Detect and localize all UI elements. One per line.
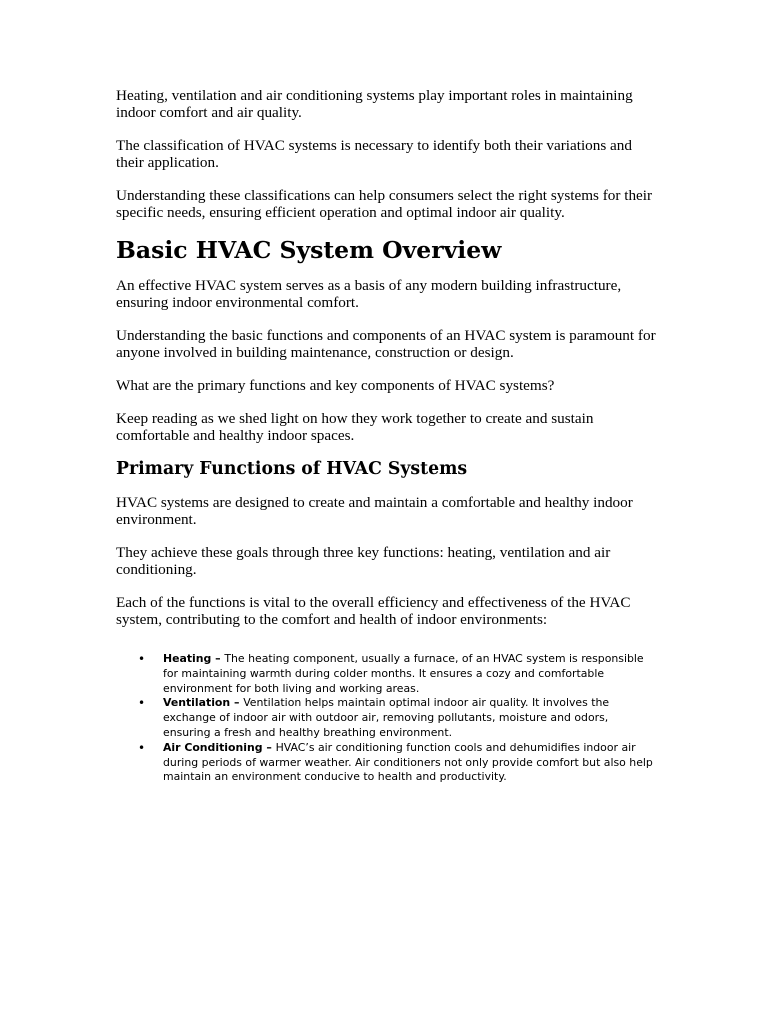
section-heading-primary-functions: Primary Functions of HVAC Systems <box>116 459 468 479</box>
bullet-icon: • <box>138 696 146 711</box>
section-heading-overview: Basic HVAC System Overview <box>116 236 502 264</box>
bullet-icon: • <box>138 652 146 666</box>
bullet-icon: • <box>138 740 146 755</box>
functions-bullet-list <box>116 652 656 785</box>
intro-paragraph-1: Heating, ventilation and air conditioning systems play important roles in maintaining indoor comfort and air quality. <box>116 87 633 121</box>
overview-paragraph-1: An effective HVAC system serves as a basis of any modern building infrastructure, ensuring indoor environmental comfort. <box>116 277 622 311</box>
overview-paragraph-3: What are the primary functions and key components of HVAC systems? <box>116 377 555 394</box>
functions-paragraph-2: They achieve these goals through three key functions: heating, ventilation and air conditioning. <box>116 544 611 578</box>
bullet-text: Ventilation helps maintain optimal indoor air quality. It involves the exchange of indoor air with outdoor air, removing pollutants, moisture and odors, ensuring a fresh and healthy breathing environment. <box>163 696 610 739</box>
bullet-term: Air Conditioning – <box>163 740 276 754</box>
bullet-text: The heating component, usually a furnace, of an HVAC system is responsible for maintaining warmth during colder months. It ensures a cozy and comfortable environment for both living and working areas. <box>163 652 644 695</box>
bullet-text: HVAC’s air conditioning function cools and dehumidifies indoor air during periods of warmer weather. Air conditioners not only provide comfort but also help maintain an environment conducive to health and productivity. <box>163 740 653 784</box>
functions-paragraph-3: Each of the functions is vital to the overall efficiency and effectiveness of the HVAC system, contributing to the comfort and health of indoor environments: <box>116 594 631 628</box>
intro-paragraph-2: The classification of HVAC systems is necessary to identify both their variations and their application. <box>116 137 632 171</box>
intro-paragraph-3: Understanding these classifications can help consumers select the right systems for their specific needs, ensuring efficient operation and optimal indoor air quality. <box>116 187 653 221</box>
list-item-ventilation <box>116 696 656 740</box>
functions-paragraph-1: HVAC systems are designed to create and maintain a comfortable and healthy indoor environment. <box>116 494 633 528</box>
list-item-heating <box>116 652 656 696</box>
overview-paragraph-2: Understanding the basic functions and components of an HVAC system is paramount for anyone involved in building maintenance, construction or design. <box>116 327 656 361</box>
bullet-term: Heating – <box>163 652 225 665</box>
overview-paragraph-4: Keep reading as we shed light on how they work together to create and sustain comfortable and healthy indoor spaces. <box>116 410 594 444</box>
document-page <box>116 87 656 785</box>
bullet-term: Ventilation – <box>163 696 244 710</box>
list-item-air-conditioning <box>116 741 656 785</box>
